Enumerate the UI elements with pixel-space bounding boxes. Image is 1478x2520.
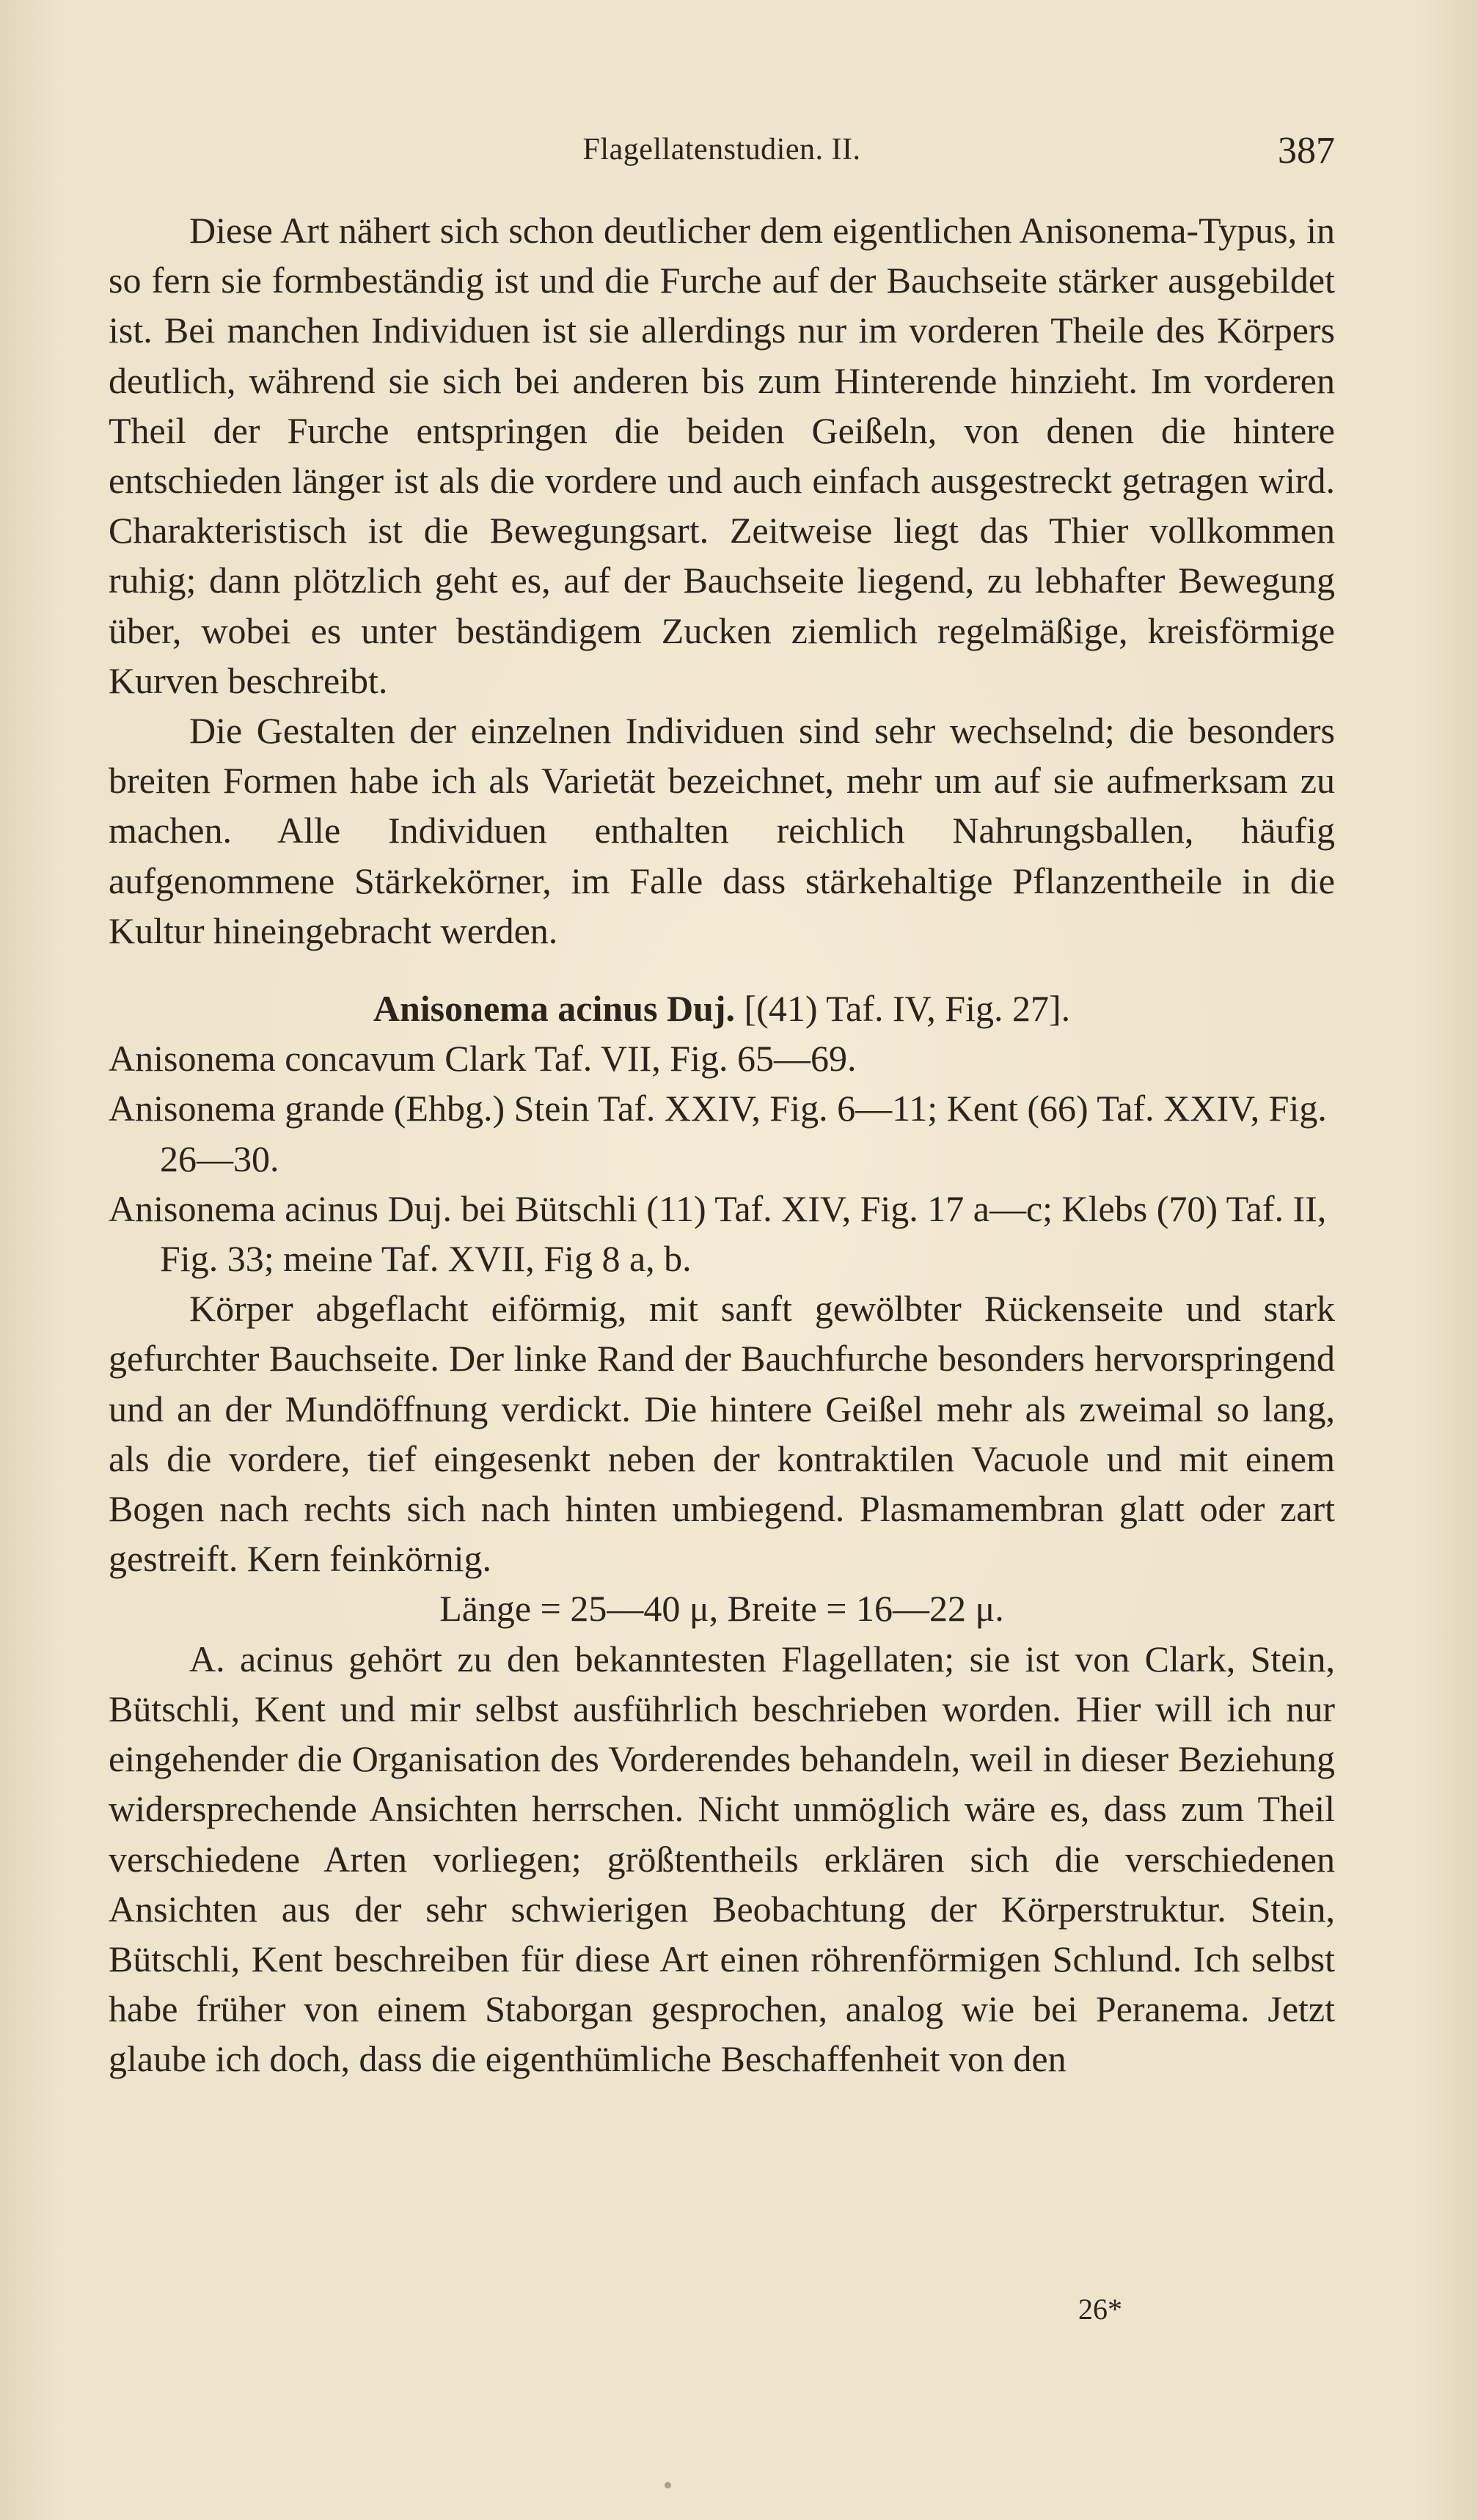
species-name: Anisonema acinus Duj. xyxy=(373,988,736,1030)
section-spacer xyxy=(109,956,1335,984)
measurement-formula: Länge = 25—40 μ, Breite = 16—22 μ. xyxy=(439,1588,1004,1630)
paper-speck xyxy=(665,2482,671,2488)
running-title: Flagellatenstudien. II. xyxy=(582,133,861,166)
species-reference: [(41) Taf. IV, Fig. 27]. xyxy=(735,988,1071,1030)
synonym-2: Anisonema grande (Ehbg.) Stein Taf. XXIV, Fig. 6—11; Kent (66) Taf. XXIV, Fig. 26—30. xyxy=(109,1088,1327,1179)
signature-mark: 26* xyxy=(1078,2293,1122,2326)
synonym-1: Anisonema concavum Clark Taf. VII, Fig. 65—69. xyxy=(109,1038,857,1080)
species-description: Körper abgeflacht eiförmig, mit sanft gewölbter Rückenseite und stark gefurchter Bauchseite. Der linke Rand der Bauchfurche besonders hervorspringend und an der Mundöffnung verdickt. Die hintere Geißel mehr als zweimal so lang, als die vordere, tief eingesenkt neben der kontraktilen Vacuole und mit einem Bogen nach rechts sich nach hinten umbiegend. Plasmamembran glatt oder zart gestreift. Kern feinkörnig. xyxy=(109,1288,1335,1580)
paragraph-1: Diese Art nähert sich schon deutlicher dem eigentlichen Anisonema-Typus, in so fern sie formbeständig ist und die Furche auf der Bauchseite stärker ausgebildet ist. Bei manchen Individuen ist sie allerdings nur im vorderen Theile des Körpers deutlich, während sie sich bei anderen bis zum Hinterende hinzieht. Im vorderen Theil der Furche entspringen die beiden Geißeln, von denen die hintere entschieden länger ist als die vordere und auch einfach ausgestreckt getragen wird. Charakteristisch ist die Bewegungsart. Zeitweise liegt das Thier vollkommen ruhig; dann plötzlich geht es, auf der Bauchseite liegend, zu lebhafter Bewegung über, wobei es unter beständigem Zucken ziemlich regelmäßige, kreisförmige Kurven beschreibt. xyxy=(109,210,1335,701)
discussion-paragraph: A. acinus gehört zu den bekanntesten Flagellaten; sie ist von Clark, Stein, Bütschli, Kent und mir selbst ausführlich beschrieben worden. Hier will ich nur eingehender die Organisation des Vorderendes behandeln, weil in dieser Beziehung widersprechende Ansichten herrschen. Nicht unmöglich wäre es, dass zum Theil verschiedene Arten vorliegen; größtentheils erklären sich die verschiedenen Ansichten aus der sehr schwierigen Beobachtung der Körperstruktur. Stein, Bütschli, Kent beschreiben für diese Art einen röhrenförmigen Schlund. Ich selbst habe früher von einem Staborgan gesprochen, analog wie bei Peranema. Jetzt glaube ich doch, dass die eigenthümliche Beschaffenheit von den xyxy=(109,1638,1335,2080)
page-number: 387 xyxy=(1278,130,1335,172)
page-header xyxy=(109,132,1335,183)
paragraph-2: Die Gestalten der einzelnen Individuen sind sehr wechselnd; die besonders breiten Formen habe ich als Varietät bezeichnet, mehr um auf sie aufmerksam zu machen. Alle Individuen enthalten reichlich Nahrungsballen, häufig aufgenommene Stärkekörner, im Falle dass stärkehaltige Pflanzentheile in die Kultur hineingebracht werden. xyxy=(109,710,1335,951)
page-body xyxy=(109,205,1335,2084)
synonym-3: Anisonema acinus Duj. bei Bütschli (11) Taf. XIV, Fig. 17 a—c; Klebs (70) Taf. II, Fig. 33; meine Taf. XVII, Fig 8 a, b. xyxy=(109,1187,1327,1280)
species-heading xyxy=(109,984,1335,1033)
